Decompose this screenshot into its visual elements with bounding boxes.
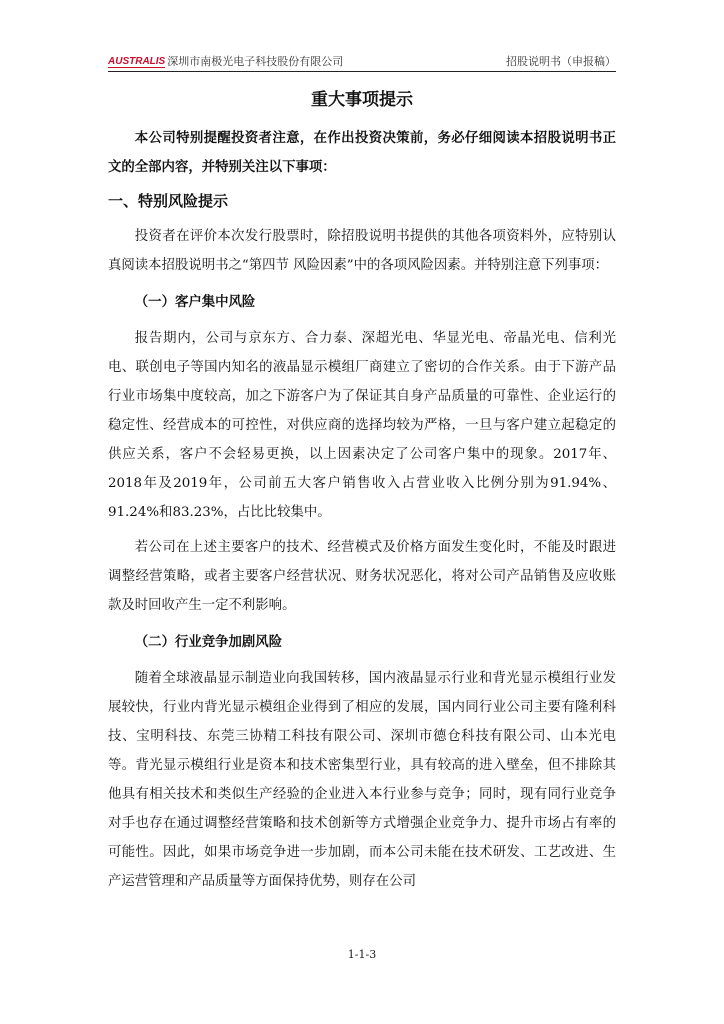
page-header [108,48,616,72]
header-left [108,56,343,68]
document-type: 招股说明书（申报稿） [506,55,616,68]
intro-paragraph: 本公司特别提醒投资者注意，在作出投资决策前，务必仔细阅读本招股说明书正文的全部内容，并特别关注以下事项： [108,131,616,175]
company-logo: AUSTRALIS [108,56,166,67]
page-content [108,86,616,896]
section-paragraph: 投资者在评价本次发行股票时，除招股说明书提供的其他各项资料外，应特别认真阅读本招股说明书之“第四节 风险因素”中的各项风险因素。并特别注意下列事项： [108,229,616,273]
subsection-heading-customer-concentration: （一）客户集中风险 [134,295,256,310]
page-number: 1-1-3 [347,948,377,961]
subsection-heading-competition: （二）行业竞争加剧风险 [134,635,283,650]
section-heading-special-risks: 一、特别风险提示 [108,192,229,210]
competition-risk-paragraph: 随着全球液晶显示制造业向我国转移，国内液晶显示行业和背光显示模组行业发展较快，行业内背光显示模组企业得到了相应的发展，国内同行业公司主要有隆利科技、宝明科技、东莞三协精工科技有限公司、深圳市德仓科技有限公司、山本光电等。背光显示模组行业是资本和技术密集型行业，具有较高的进入壁垒，但不排除其他具有相关技术和类似生产经验的企业进入本行业参与竞争；同时，现有同行业竞争对手也存在通过调整经营策略和技术创新等方式增强企业竞争力、提升市场占有率的可能性。因此，如果市场竞争进一步加剧，而本公司未能在技术研发、工艺改进、生产运营管理和产品质量等方面保持优势，则存在公司 [108,671,616,889]
company-name: 深圳市南极光电子科技股份有限公司 [167,55,344,68]
customer-risk-paragraph-1: 报告期内，公司与京东方、合力泰、深超光电、华显光电、帝晶光电、信利光电、联创电子等国内知名的液晶显示模组厂商建立了密切的合作关系。由于下游产品行业市场集中度较高，加之下游客户为了保证其自身产品质量的可靠性、企业运行的稳定性、经营成本的可控性，对供应商的选择均较为严格，一旦与客户建立起稳定的供应关系，客户不会轻易更换，以上因素决定了公司客户集中的现象。2017年、2018年及2019年，公司前五大客户销售收入占营业收入比例分别为91.94%、91.24%和83.23%，占比比较集中。 [108,331,616,520]
page-title: 重大事项提示 [311,90,413,110]
customer-risk-paragraph-2: 若公司在上述主要客户的技术、经营模式及价格方面发生变化时，不能及时跟进调整经营策略，或者主要客户经营状况、财务状况恶化，将对公司产品销售及应收账款及时回收产生一定不利影响。 [108,540,616,613]
